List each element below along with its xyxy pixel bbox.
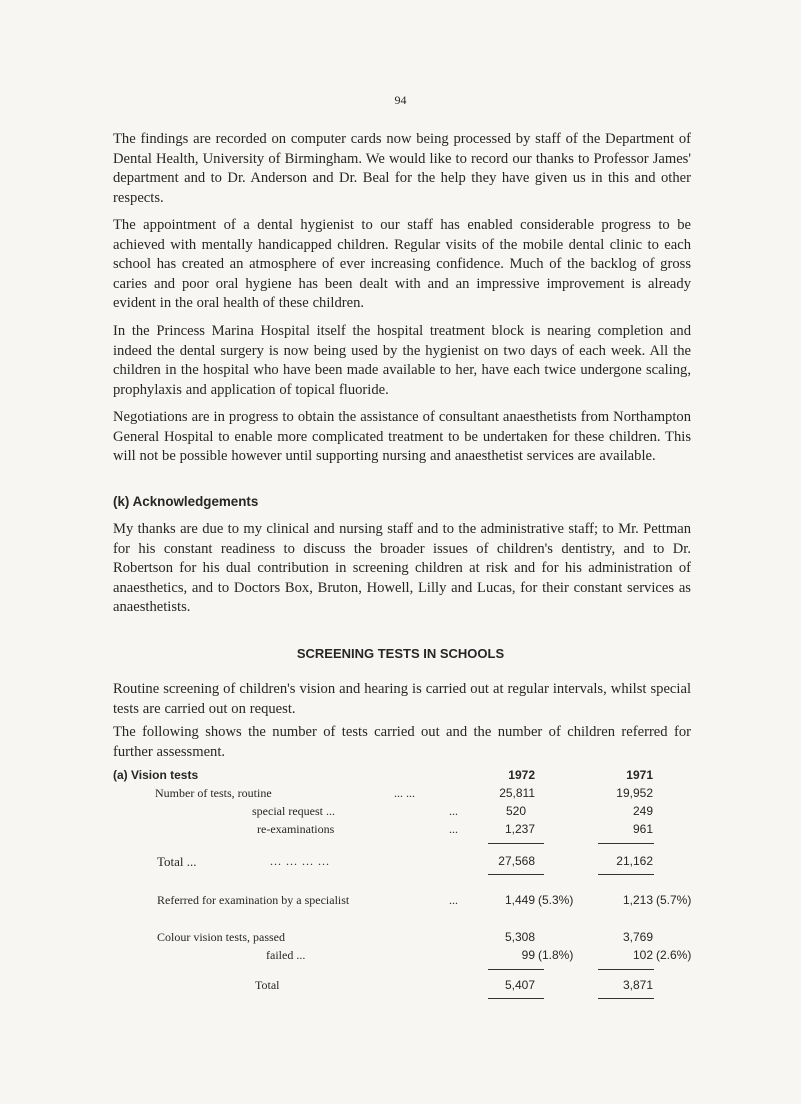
row-label: re-examinations <box>257 822 335 836</box>
paragraph-text: The following shows the number of tests carried out and the number of children referred for further assessment. <box>113 724 691 760</box>
acknowledgements-heading: (k) Acknowledgements <box>113 494 259 509</box>
paragraph-text: Negotiations are in progress to obtain the assistance of consultant anaesthetists from Northampton General Hospital to enable more complicated treatment to be undertaken for these children. This will not be possible however until supporting nursing and anaesthetist services are available. <box>113 409 691 464</box>
paragraph-text: Routine screening of children's vision and hearing is carried out at regular intervals, whilst special tests are carried out on request. <box>113 681 691 717</box>
paragraph-princess-marina <box>113 322 691 400</box>
row-label: failed ... <box>266 948 306 962</box>
paragraph-negotiations <box>113 408 691 467</box>
row-leader-dots: ... <box>449 804 458 818</box>
value-1972: 520 <box>505 804 526 818</box>
value-1971: 1,213 <box>622 893 653 907</box>
vision-tests-label: (a) Vision tests <box>113 768 199 782</box>
value-1971: 19,952 <box>616 786 653 800</box>
row-label: Number of tests, routine <box>155 786 272 800</box>
subtotal-rule-1972 <box>488 843 544 844</box>
value-1972: 1,449 <box>504 893 535 907</box>
value-1971: 102 <box>632 948 653 962</box>
value-1972: 99 <box>521 948 535 962</box>
row-label: Colour vision tests, passed <box>157 930 285 944</box>
row-label: Total ... <box>157 854 197 869</box>
colour-total-rule-1971 <box>598 998 654 999</box>
colour-total-rule-1972 <box>488 998 544 999</box>
screening-heading: SCREENING TESTS IN SCHOOLS <box>296 646 505 661</box>
value-1972: 1,237 <box>504 822 535 836</box>
row-leader-dots: ... <box>449 822 458 836</box>
row-leader-dots: ... ... <box>394 786 415 800</box>
value-1972: 5,407 <box>504 978 535 992</box>
colour-subtotal-rule-1972 <box>488 969 544 970</box>
paragraph-dental-hygienist <box>113 216 691 314</box>
value-1972: 27,568 <box>498 854 535 868</box>
paragraph-text: In the Princess Marina Hospital itself the hospital treatment block is nearing completion and indeed the dental surgery is now being used by the hygienist on two days of each week. All the children in the hospital who have been made available to her, have each twice undergone scaling, prophylaxis and application of topical fluoride. <box>113 323 691 398</box>
row-label: Referred for examination by a specialist <box>157 893 350 907</box>
paragraph-acknowledgements <box>113 520 691 618</box>
paragraph-routine-screening <box>113 680 691 719</box>
percent-1972: (5.3%) <box>538 893 574 907</box>
column-header-1972: 1972 <box>508 768 535 782</box>
colour-subtotal-rule-1971 <box>598 969 654 970</box>
row-leader-dots: ... ... ... ... <box>270 854 330 868</box>
paragraph-text: The findings are recorded on computer cards now being processed by staff of the Department of Dental Health, University of Birmingham. We would like to record our thanks to Professor James' department and to Dr. Anderson and Dr. Beal for the help they have given us in this and other respects. <box>113 131 691 206</box>
value-1971: 249 <box>632 804 653 818</box>
row-label: Total <box>255 978 280 992</box>
percent-1971: (5.7%) <box>656 893 692 907</box>
value-1971: 21,162 <box>616 854 653 868</box>
value-1972: 5,308 <box>504 930 535 944</box>
value-1971: 3,769 <box>622 930 653 944</box>
total-rule-1972 <box>488 874 544 875</box>
paragraph-text: The appointment of a dental hygienist to our staff has enabled considerable progress to be achieved with mentally handicapped children. Regular visits of the mobile dental clinic to each school has created an atmosphere of ever increasing confidence. Much of the backlog of gross caries and poor oral hygiene has been dealt with and an impressive improvement is already evident in the oral health of these children. <box>113 217 691 311</box>
row-label: special request ... <box>252 804 335 818</box>
value-1971: 3,871 <box>622 978 653 992</box>
row-leader-dots: ... <box>449 893 458 907</box>
value-1972: 25,811 <box>499 786 535 800</box>
subtotal-rule-1971 <box>598 843 654 844</box>
percent-1972: (1.8%) <box>538 948 574 962</box>
paragraph-computer-cards <box>113 130 691 208</box>
value-1971: 961 <box>632 822 653 836</box>
total-rule-1971 <box>598 874 654 875</box>
percent-1971: (2.6%) <box>656 948 692 962</box>
paragraph-following-shows <box>113 723 691 762</box>
page-number: 94 <box>394 93 407 107</box>
column-header-1971: 1971 <box>626 768 653 782</box>
paragraph-text: My thanks are due to my clinical and nursing staff and to the administrative staff; to Mr. Pettman for his constant readiness to discuss the broader issues of children's dentistry, and to Dr. Robertson for his dual contribution in screening children at risk and for his administration of anaesthetics, and to Doctors Box, Bruton, Howell, Lilly and Lucas, for their constant services as anaesthetists. <box>113 521 691 615</box>
